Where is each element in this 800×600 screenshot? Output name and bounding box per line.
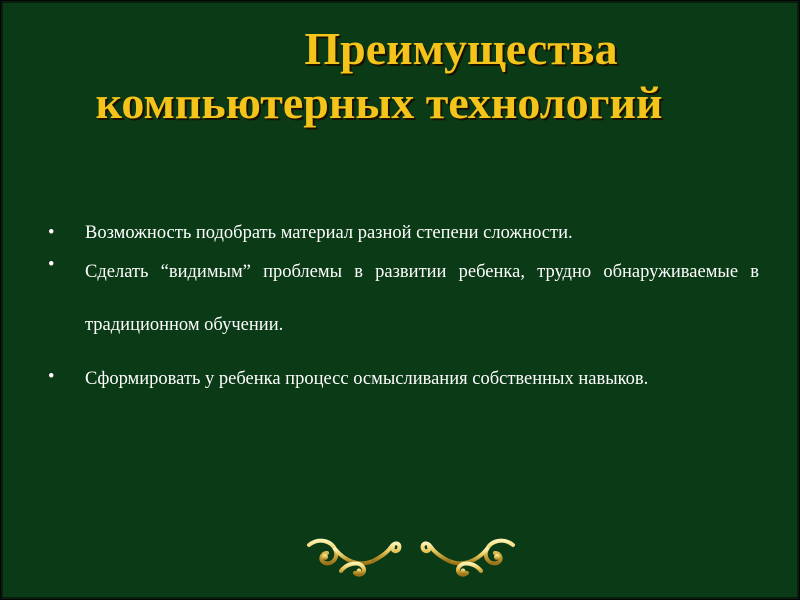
gold-scroll-flourish-icon xyxy=(301,531,521,581)
bullet-list xyxy=(45,214,759,401)
title-line-2: компьютерных технологий xyxy=(95,77,663,128)
bullet-icon: • xyxy=(48,255,55,275)
bullet-item-3 xyxy=(45,358,759,401)
bullet-text: Сделать “видимым” проблемы в развитии ребенка, трудно обнаруживаемые в традиционном обучении. xyxy=(85,262,759,335)
bullet-icon: • xyxy=(48,367,55,387)
bullet-text: Возможность подобрать материал разной степени сложности. xyxy=(85,223,573,243)
bullet-text: Сформировать у ребенка процесс осмысливания собственных навыков. xyxy=(85,369,649,389)
bullet-item-2 xyxy=(45,246,759,352)
slide-title xyxy=(1,23,800,128)
title-line-1: Преимущества xyxy=(304,23,618,74)
bullet-icon: • xyxy=(48,223,55,243)
